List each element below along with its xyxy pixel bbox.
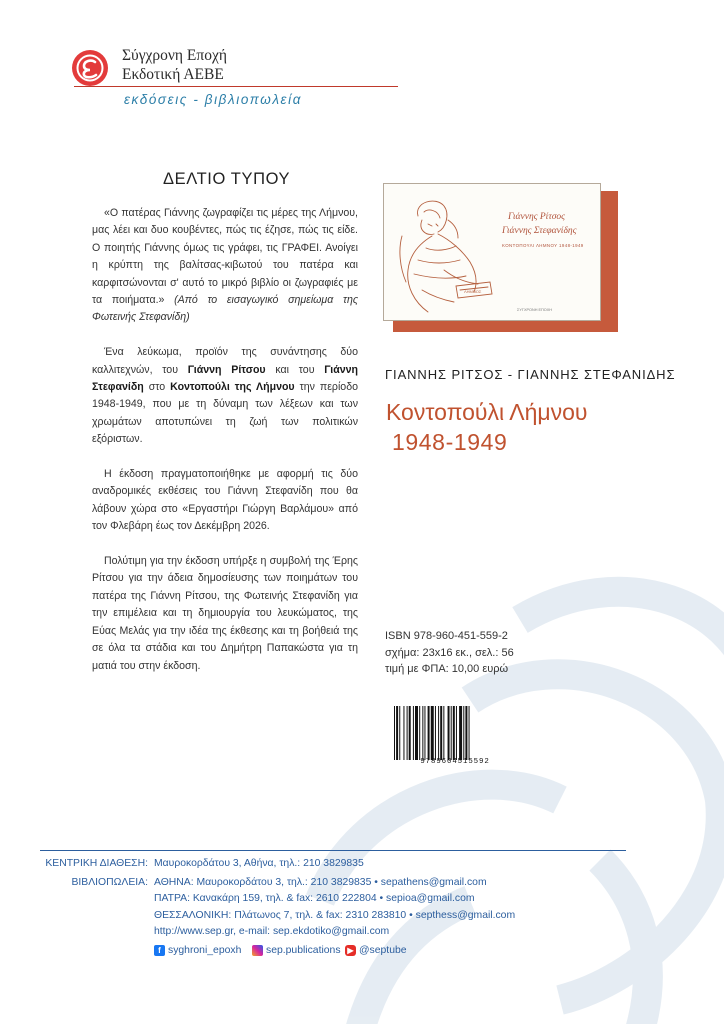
cover-publisher: ΣΥΓΧΡΟΝΗ ΕΠΟΧΗ bbox=[517, 308, 553, 312]
author-name-ritsos: Γιάννη Ρίτσου bbox=[187, 363, 266, 376]
social-youtube[interactable] bbox=[345, 942, 407, 958]
cover-subtitle: ΚΟΝΤΟΠΟΥΛΙ ΛΗΜΝΟΥ 1948-1949 bbox=[502, 243, 584, 248]
paragraph-acknowledgements: Πολύτιμη για την έκδοση υπήρξε η συμβολή της Έρης Ρίτσου για την άδεια δημοσίευσης των ποιημάτων του πατέρα της Γιάννη Ρίτσου, της Φωτεινής Στεφανίδη για την επιμέλεια και τη δημιουργία του λευκώματος, της Εύας Μελάς για την ιδέα της έκθεσης και τη βοήθειά της σε όλα τα στάδια και του Δημήτρη Παπακώστα για τη ματιά του στην έκδοση. bbox=[92, 555, 358, 672]
book-years: 1948-1949 bbox=[392, 429, 508, 455]
central-distribution-address: Μαυροκορδάτου 3, Αθήνα, τηλ.: 210 3829835 bbox=[154, 858, 364, 869]
bookstore-patra: ΠΑΤΡΑ: Κανακάρη 159, τηλ. & fax: 2610 222804 • sepioa@gmail.com bbox=[154, 893, 475, 904]
book-price: τιμή με ΦΠΑ: 10,00 ευρώ bbox=[385, 663, 509, 675]
publisher-logo-icon bbox=[70, 48, 110, 88]
bookstore-thessaloniki: ΘΕΣΣΑΛΟΝΙΚΗ: Πλάτωνος 7, τηλ. & fax: 2310 283810 • septhess@gmail.com bbox=[154, 910, 516, 921]
book-details bbox=[385, 628, 514, 678]
label-central-distribution: ΚΕΝΤΡΙΚΗ ΔΙΑΘΕΣΗ: bbox=[45, 858, 148, 869]
isbn: ISBN 978-960-451-559-2 bbox=[385, 630, 508, 642]
text-segment: και του bbox=[265, 363, 325, 376]
footer-divider bbox=[40, 850, 626, 851]
book-format: σχήμα: 23x16 εκ., σελ.: 56 bbox=[385, 646, 514, 659]
text-segment: στο bbox=[143, 381, 171, 394]
publisher-tagline: εκδόσεις - βιβλιοπωλεία bbox=[124, 92, 302, 107]
publisher-name bbox=[122, 46, 227, 84]
publisher-name-line2: Εκδοτική ΑΕΒΕ bbox=[122, 66, 224, 83]
instagram-icon bbox=[252, 945, 263, 956]
bookstore-athens: ΑΘΗΝΑ: Μαυροκορδάτου 3, τηλ.: 210 3829835 • sepathens@gmail.com bbox=[154, 877, 487, 888]
social-instagram[interactable] bbox=[252, 942, 341, 958]
website-email[interactable]: http://www.sep.gr, e-mail: sep.ekdotiko@gmail.com bbox=[154, 926, 390, 937]
book-title: Κοντοπούλι Λήμνου bbox=[386, 399, 588, 425]
place-name: Κοντοπούλι της Λήμνου bbox=[170, 381, 295, 394]
cover-sketch-illustration bbox=[388, 190, 500, 316]
book-authors: ΓΙΑΝΝΗΣ ΡΙΤΣΟΣ - ΓΙΑΝΝΗΣ ΣΤΕΦΑΝΙΔΗΣ bbox=[385, 367, 676, 382]
author-name-stefanidis: Γιάννη Στεφανίδη bbox=[92, 363, 358, 394]
quote-source: (Από το εισαγωγικό σημείωμα της Φωτεινής Στεφανίδη) bbox=[92, 294, 358, 324]
paragraph-description bbox=[92, 344, 358, 448]
paragraph-exhibitions: Η έκδοση πραγματοποιήθηκε με αφορμή τις δύο αναδρομικές εκθέσεις του Γιάννη Στεφανίδη που θα λάβουν χώρα στο «Εργαστήρι Γιώργη Βαρλάμου» από τον Φλεβάρη έως τον Δεκέμβρη 2026. bbox=[92, 468, 358, 533]
barcode bbox=[392, 706, 518, 760]
facebook-icon: f bbox=[154, 945, 165, 956]
cover-sketch-label: ΛΗΜΝΟΣ bbox=[464, 289, 482, 294]
paragraph-quote bbox=[92, 205, 358, 327]
text-segment: Ένα λεύκωμα, προϊόν της συνάντησης δύο καλλιτεχνών, του bbox=[92, 346, 358, 376]
youtube-handle: @septube bbox=[359, 944, 407, 956]
instagram-handle: sep.publications bbox=[266, 944, 341, 956]
press-release-title: ΔΕΛΤΙΟ ΤΥΠΟΥ bbox=[163, 170, 291, 188]
label-bookstores: ΒΙΒΛΙΟΠΩΛΕΙΑ: bbox=[71, 877, 148, 888]
facebook-handle: syghroni_epoxh bbox=[168, 944, 242, 956]
youtube-icon: ▶ bbox=[345, 945, 356, 956]
book-cover-image bbox=[383, 183, 601, 321]
quote-text: «Ο πατέρας Γιάννης ζωγραφίζει τις μέρες της Λήμνου, μας λέει και δυο κουβέντες, πώς τις έζησε, πώς τις είδε. Ο ποιητής Γιάννης όμως τις γράφει, τις ΓΡΑΦΕΙ. Ανοίγει η κρύπτη της βαλίτσας-κιβωτού του πατέρα και καρφιτσώνονται σ' αυτό το μικρό βιβλίο οι ζωγραφιές με τα ποιήματα.» bbox=[92, 207, 358, 307]
publisher-name-line1: Σύγχρονη Εποχή bbox=[122, 47, 227, 64]
barcode-digits: 9789604515592 bbox=[420, 758, 490, 766]
social-facebook[interactable] bbox=[154, 942, 241, 958]
cover-author-2: Γιάννης Στεφανίδης bbox=[502, 226, 577, 236]
press-release-body bbox=[92, 205, 358, 692]
text-segment: την περίοδο 1948-1949, που με τη δύναμη των λέξεων και των χρωμάτων αποτυπώνει τη ζωή των πολιτικών εξόριστων. bbox=[92, 381, 358, 446]
cover-author-1: Γιάννης Ρίτσος bbox=[508, 212, 566, 222]
header-divider bbox=[74, 86, 398, 87]
